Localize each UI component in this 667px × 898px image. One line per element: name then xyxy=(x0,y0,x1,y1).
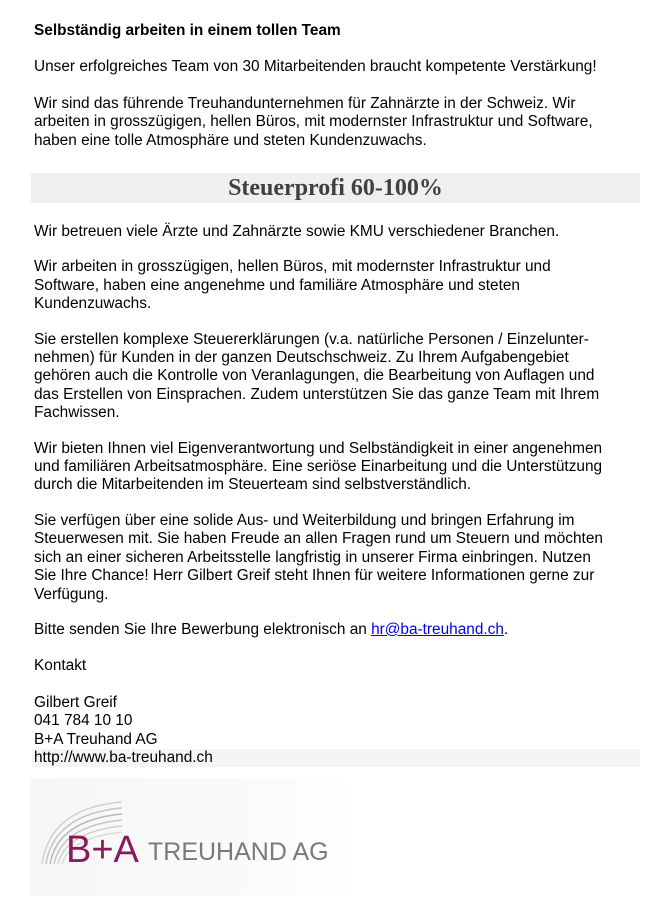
paragraph xyxy=(34,331,644,423)
logo-wordmark: TREUHAND AG xyxy=(148,838,329,866)
job-description xyxy=(34,223,644,767)
intro-line: arbeiten in grosszügigen, hellen Büros, mit modernster Infrastruktur und Software, xyxy=(34,113,593,131)
text-line: Sie verfügen über eine solide Aus- und Weiterbildung und bringen Erfahrung im xyxy=(34,511,575,529)
paragraph: Wir betreuen viele Ärzte und Zahnärzte sowie KMU verschiedener Branchen. xyxy=(34,223,560,240)
paragraph xyxy=(34,440,644,495)
paragraph xyxy=(34,512,644,604)
intro-paragraph-1: Unser erfolgreiches Team von 30 Mitarbeitenden braucht kompetente Verstärkung! xyxy=(34,58,597,76)
paragraph xyxy=(34,258,644,313)
headline: Selbständig arbeiten in einem tollen Team xyxy=(34,22,341,39)
contact-website[interactable]: http://www.ba-treuhand.ch xyxy=(32,749,640,767)
contact-company: B+A Treuhand AG xyxy=(34,730,158,748)
intro-line: Wir sind das führende Treuhandunternehmen für Zahnärzte in der Schweiz. Wir xyxy=(34,94,576,112)
text-line: Wir arbeiten in grosszügigen, hellen Büros, mit modernster Infrastruktur und xyxy=(34,258,551,276)
email-link[interactable]: hr@ba-treuhand.ch xyxy=(371,620,504,638)
application-line xyxy=(34,621,644,639)
text-line: das Erstellen von Einsprachen. Zudem unterstützen Sie das ganze Team mit Ihrem xyxy=(34,385,600,403)
text-line: durch die Mitarbeitenden im Steuerteam sind selbstverständlich. xyxy=(34,476,472,494)
application-suffix: . xyxy=(503,620,509,638)
company-logo xyxy=(30,778,360,896)
text-line: Fachwissen. xyxy=(34,404,120,422)
intro-paragraph-2 xyxy=(34,95,644,150)
text-line: nehmen) für Kunden in der ganzen Deutschschweiz. Zu Ihrem Aufgabengebiet xyxy=(34,349,569,367)
text-line: sich an einer sicheren Arbeitsstelle langfristig in unserer Firma einbringen. Nutzen xyxy=(34,548,591,566)
text-line: und familiären Arbeitsatmosphäre. Eine seriöse Einarbeitung und die Unterstützung xyxy=(34,458,603,476)
logo-graphic xyxy=(30,778,360,896)
text-line: Steuerwesen mit. Sie haben Freude an allen Fragen rund um Steuern und möchten xyxy=(34,530,603,548)
text-line: Wir bieten Ihnen viel Eigenverantwortung und Selbständigkeit in einer angenehmen xyxy=(34,439,603,457)
contact-name: Gilbert Greif xyxy=(34,693,117,711)
contact-phone: 041 784 10 10 xyxy=(34,712,133,730)
text-line: Sie Ihre Chance! Herr Gilbert Greif steht Ihnen für weitere Informationen gerne zur xyxy=(34,567,595,585)
text-line: Kundenzuwachs. xyxy=(34,295,152,313)
text-line: Verfügung. xyxy=(34,585,109,603)
intro-line: haben eine tolle Atmosphäre und steten Kundenzuwachs. xyxy=(34,131,427,149)
text-line: Sie erstellen komplexe Steuererklärungen (v.a. natürliche Personen / Einzelunter- xyxy=(34,330,589,348)
contact-heading: Kontakt xyxy=(34,657,87,675)
application-text: Bitte senden Sie Ihre Bewerbung elektronisch an xyxy=(34,620,372,638)
job-title-banner: Steuerprofi 60-100% xyxy=(31,173,640,203)
intro-section xyxy=(34,22,644,150)
contact-block xyxy=(34,694,644,768)
text-line: Software, haben eine angenehme und familiäre Atmosphäre und steten xyxy=(34,276,520,294)
text-line: gehören auch die Kontrolle von Veranlagungen, die Bearbeitung von Auflagen und xyxy=(34,367,595,385)
logo-mark: B+A xyxy=(66,829,139,871)
